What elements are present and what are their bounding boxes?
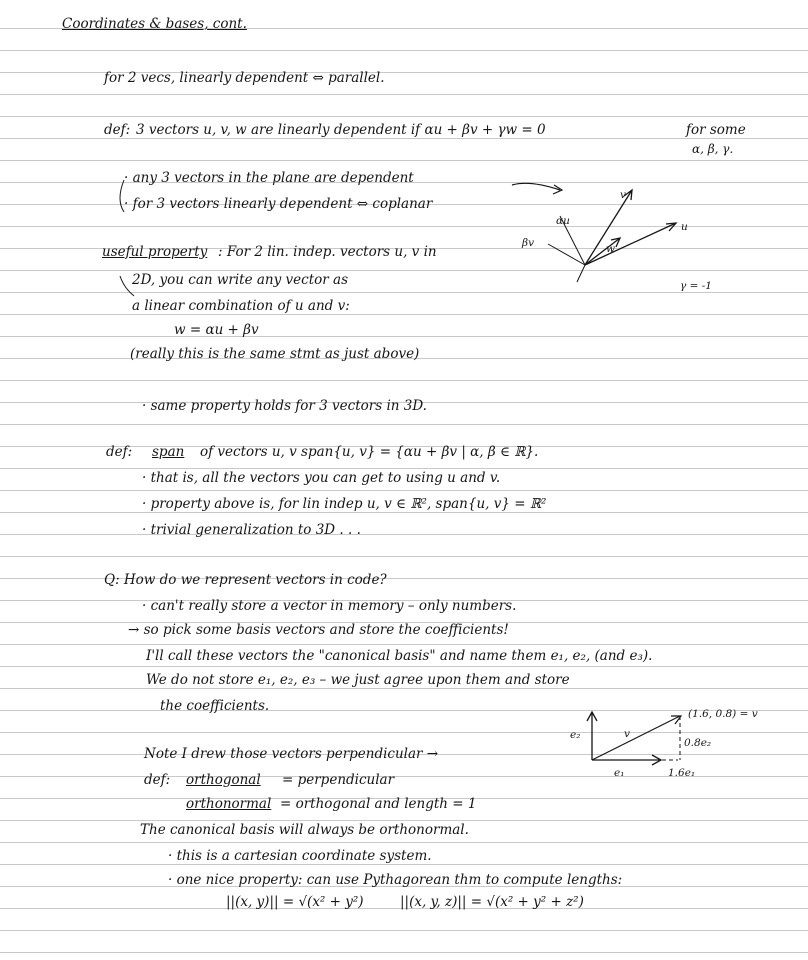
useful-note: (really this is the same stmt as just above) [130, 346, 420, 362]
pythagorean-bullet: · one nice property: can use Pythagorean thm to compute lengths: [168, 872, 623, 888]
def-dependent-suffix: for some [686, 122, 746, 138]
bullet-coplanar: · for 3 vectors linearly dependent ⇔ coplanar [124, 196, 433, 212]
question-line-4: We do not store e₁, e₂, e₃ – we just agree upon them and store [146, 672, 570, 688]
question-line-3: I'll call these vectors the "canonical basis" and name them e₁, e₂, (and e₃). [146, 648, 653, 664]
span-definition: of vectors u, v span{u, v} = {αu + βv | α, β ∈ ℝ}. [200, 444, 539, 460]
def-label-dependent: def: [104, 122, 131, 138]
useful-line-2: 2D, you can write any vector as [132, 272, 348, 288]
basis-label-1-6e1: 1.6e₁ [668, 767, 696, 779]
sketch-label-beta-v: βv [522, 237, 535, 249]
span-bullet-3: · trivial generalization to 3D . . . [142, 522, 361, 538]
useful-line-1: : For 2 lin. indep. vectors u, v in [218, 244, 437, 260]
useful-property-label: useful property [102, 244, 208, 260]
basis-label-v: v [624, 728, 630, 740]
def-dependent-suffix2: α, β, γ. [692, 142, 734, 156]
note-line-parallel: for 2 vecs, linearly dependent ⇔ parallel. [104, 70, 385, 86]
def-label-span: def: [106, 444, 133, 460]
cartesian-bullet: · this is a cartesian coordinate system. [168, 848, 432, 864]
basis-label-0-8e2: 0.8e₂ [684, 737, 712, 749]
question-bullet-1: · can't really store a vector in memory – only numbers. [142, 598, 517, 614]
useful-formula: w = αu + βv [174, 322, 259, 338]
question-bullet-2: → so pick some basis vectors and store the coefficients! [128, 622, 509, 638]
sketch-label-v: v [620, 189, 626, 201]
sketch-label-u: u [681, 221, 688, 233]
sketch-label-alpha-u: αu [556, 215, 570, 227]
norm-formula-3d: ||(x, y, z)|| = √(x² + y² + z²) [400, 894, 584, 910]
basis-label-e1: e₁ [614, 767, 625, 779]
page-title: Coordinates & bases, cont. [62, 16, 247, 32]
def-label-orthogonal: def: [144, 772, 171, 788]
basis-label-e2: e₂ [570, 729, 581, 741]
orthogonal-term: orthogonal [186, 772, 261, 788]
question-line-5: the coefficients. [160, 698, 270, 714]
basis-label-v-coords: (1.6, 0.8) = v [688, 708, 758, 720]
question-line: Q: How do we represent vectors in code? [104, 572, 387, 588]
span-bullet-1: · that is, all the vectors you can get to using u and v. [142, 470, 501, 486]
sketch-label-w: w [606, 243, 615, 255]
orthonormal-term: orthonormal [186, 796, 272, 812]
span-term: span [152, 444, 185, 460]
same-property-3d: · same property holds for 3 vectors in 3D. [142, 398, 427, 414]
orthonormal-definition: = orthogonal and length = 1 [280, 796, 477, 812]
sketch-label-gamma: γ = -1 [680, 280, 712, 292]
def-dependent-text: 3 vectors u, v, w are linearly dependent if αu + βv + γw = 0 [136, 122, 546, 138]
norm-formula-2d: ||(x, y)|| = √(x² + y²) [226, 894, 364, 910]
orthogonal-definition: = perpendicular [282, 772, 395, 788]
canonical-orthonormal: The canonical basis will always be orthonormal. [140, 822, 469, 838]
note-perpendicular: Note I drew those vectors perpendicular → [144, 746, 439, 762]
span-bullet-2: · property above is, for lin indep u, v ∈ ℝ², span{u, v} = ℝ² [142, 496, 547, 512]
bullet-plane-dependent: · any 3 vectors in the plane are dependent [124, 170, 414, 186]
useful-line-3: a linear combination of u and v: [132, 298, 350, 314]
